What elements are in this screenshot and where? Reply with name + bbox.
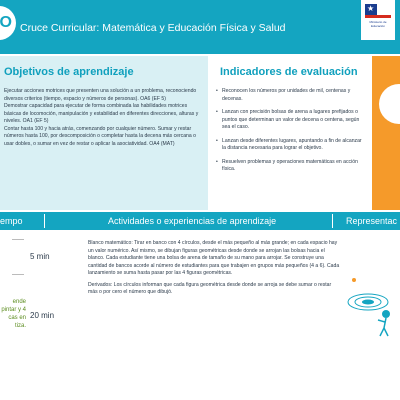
bullet-icon: • — [216, 88, 218, 94]
star-icon: ★ — [367, 4, 375, 13]
indicadores-heading: Indicadores de evaluación — [220, 66, 358, 78]
orange-side-panel — [372, 56, 400, 210]
objetivo-paragraph: Contar hasta 100 y hacia atrás, comenzando por cualquier número. Sumar y restar números hasta 100, por descomposición o completar hasta la decena más cercana o usar dobles, o sumar en vez de restar o aplicar la asociatividad. OA4 (MAT) — [4, 125, 196, 147]
list-item: • Lanzan con precisión bolsas de arena a lugares prefijados o puntos que determinan un valor de decena o centena, según sea el caso. — [216, 109, 360, 130]
logo-text: Ministerio de Educación — [369, 20, 387, 28]
objetivos-text — [4, 88, 204, 148]
previous-activity-text: ende pintar y 4 cas en tiza. — [1, 299, 26, 329]
list-item: • Resuelven problemas y operaciones matemáticas en acción física. — [216, 158, 358, 172]
column-header-tiempo: empo — [0, 216, 23, 226]
actividad-paragraph: Blanco matemático: Tirar en banco con 4 círculos, desde el más pequeño al más grande; en cada espacio hay un valor numérico. Así mismo, se dibujan figuras geométricas desde donde se arrojan las bolsas hacia el blanco. Cada estudiante tiene una bolsa de arena de tamaño de su mano para arrojar. Se construye una cantidad de bancos acorde al número de estudiantes para que trabajen en grupos más pequeños (4 a 6). Cada lanzamiento se suma hasta pasar por las 4 figuras geométricas. — [88, 240, 340, 276]
header-bar — [0, 0, 400, 54]
actividades-text — [88, 240, 342, 301]
bullet-icon: • — [216, 109, 218, 115]
time-5min: 5 min — [30, 252, 50, 261]
list-item: • Reconocen los números por unidades de mil, centenas y decenas. — [216, 88, 351, 102]
objetivo-paragraph: Demostrar capacidad para ejecutar de forma combinada las habilidades motrices básicas de locomoción, manipulación y estabilidad en diferentes direcciones, alturas y niveles. OA1 (EF 5) — [4, 103, 199, 124]
bullet-icon: • — [216, 158, 218, 165]
column-divider — [332, 214, 333, 228]
flag-red-stripe — [365, 15, 391, 18]
target-illustration — [346, 262, 400, 352]
column-divider — [44, 214, 45, 228]
actividad-paragraph: Derivados: Los círculos informan que cada figura geométrica desde donde se arroja se debe sumar o restar más o por cero el número que dibujó. — [88, 281, 332, 295]
column-header-representacion: Representac — [346, 216, 398, 226]
time-20min: 20 min — [30, 311, 55, 320]
section-badge: O — [0, 6, 16, 40]
objetivo-paragraph: Ejecutar acciones motrices que presenten una solución a un problema, reconociendo diversos criterios (tiempo, espacio y números de personas). OA6 (EF 5) — [4, 88, 197, 102]
column-header-actividades: Actividades o experiencias de aprendizaje — [108, 216, 277, 226]
bullet-icon: • — [216, 137, 218, 144]
row-separator — [12, 239, 24, 240]
indicadores-list — [216, 88, 364, 180]
ministry-logo — [361, 0, 395, 40]
objetivos-heading: Objetivos de aprendizaje — [4, 66, 134, 78]
page-title: Cruce Curricular: Matemática y Educación Física y Salud — [20, 22, 286, 34]
row-separator — [12, 274, 24, 275]
list-item: • Lanzan desde diferentes lugares, apuntando a fin de alcanzar la distancia necesaria para lograr el objetivo. — [216, 137, 362, 151]
